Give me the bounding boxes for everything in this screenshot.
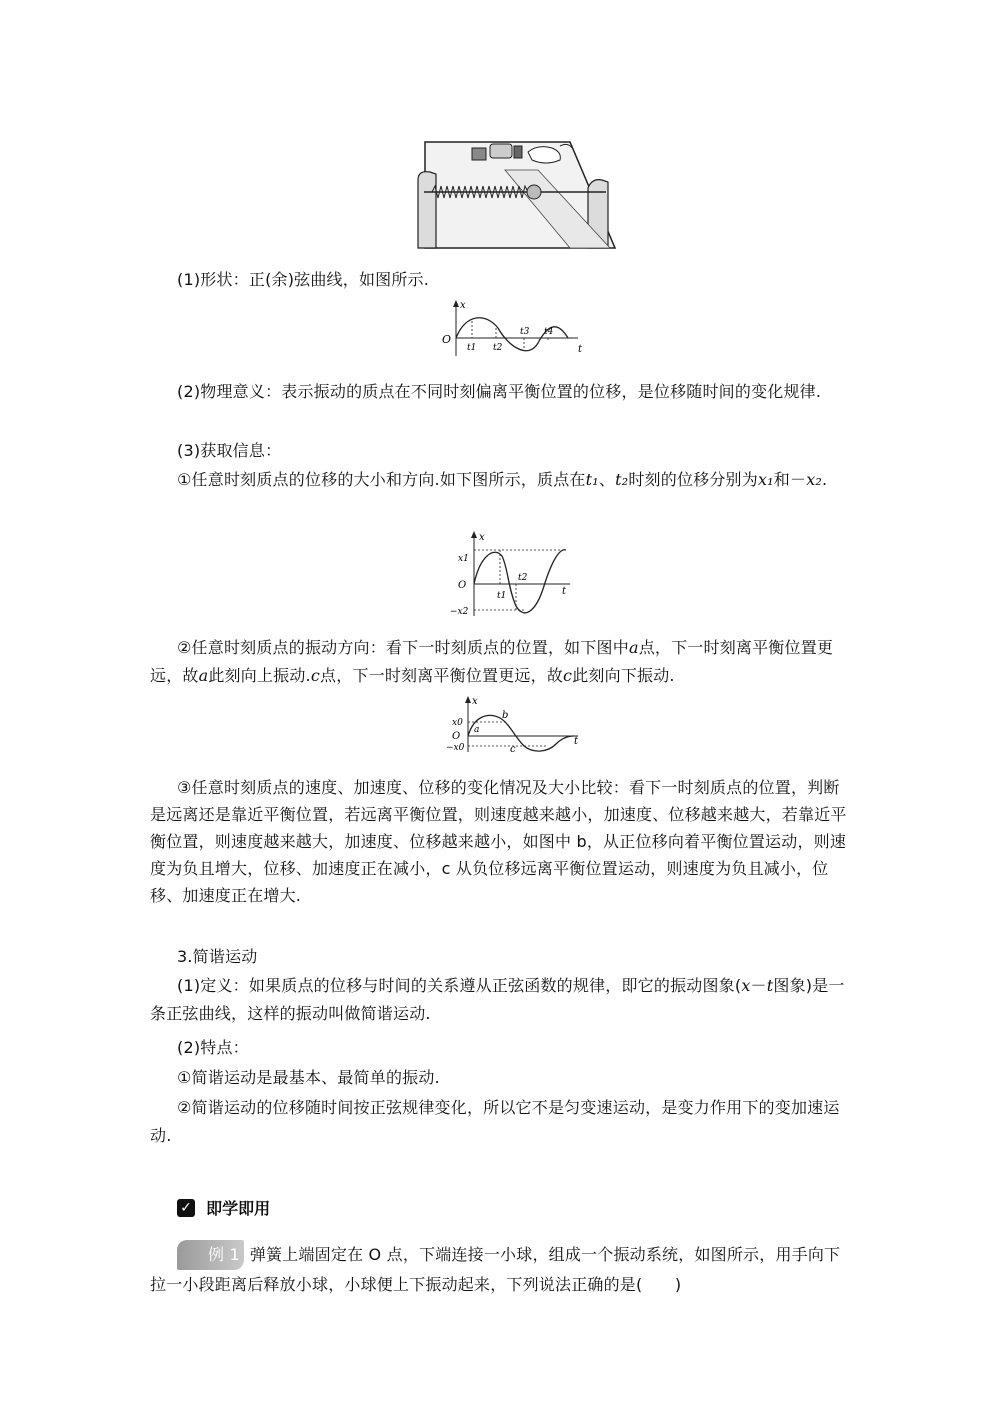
sine-figure-2 xyxy=(446,528,576,618)
para-info-2: ②任意时刻质点的振动方向：看下一时刻质点的位置，如下图中a点，下一时刻离平衡位置更远，故a此刻向上振动.c点，下一时刻离平衡位置更远，故c此刻向下振动. xyxy=(150,638,834,685)
para-meaning: (2)物理意义：表示振动的质点在不同时刻偏离平衡位置的位移，是位移随时间的变化规律. xyxy=(177,382,822,401)
fig3-x-label: x xyxy=(472,696,478,707)
fig1-t2: t2 xyxy=(493,343,503,353)
fig2-x-label: x xyxy=(479,532,485,543)
fig3-negx0: −x0 xyxy=(446,743,465,753)
fig3-t-label: t xyxy=(574,736,579,747)
practice-heading xyxy=(177,1196,270,1219)
fig2-x1: x1 xyxy=(458,554,469,564)
apparatus-figure xyxy=(410,140,620,250)
fig1-t-label: t xyxy=(578,344,583,355)
fig1-origin: O xyxy=(442,333,452,346)
fig2-t2: t2 xyxy=(518,573,528,583)
fig1-t1: t1 xyxy=(467,343,477,353)
fig2-t-label: t xyxy=(562,586,567,597)
para-info-3: ③任意时刻质点的速度、加速度、位移的变化情况及大小比较：看下一时刻质点的位置，判断是远离还是靠近平衡位置，若远离平衡位置，则速度越来越小，加速度、位移越来越大，若靠近平衡位置，则速度越来越大，加速度、位移越来越小，如图中 b，从正位移向着平衡位置运动，则速度为负且增大，位移、加速度正在减小，c 从负位移远离平衡位置运动，则速度为负且减小，位移、加速度正在增大. xyxy=(150,778,847,905)
section-3-title: 3.简谐运动 xyxy=(177,947,258,966)
fig3-x0: x0 xyxy=(452,718,463,728)
fig3-b: b xyxy=(502,710,509,721)
para-shape: (1)形状：正(余)弦曲线，如图所示. xyxy=(177,270,430,289)
example-badge: 例 1 xyxy=(177,1240,244,1270)
example-1: 例 1 弹簧上端固定在 O 点，下端连接一小球，组成一个振动系统，如图所示，用手向下拉一小段距离后释放小球，小球便上下振动起来，下列说法正确的是( ) xyxy=(150,1240,850,1300)
checkbox-icon: ✓ xyxy=(177,1199,195,1217)
sine-figure-1 xyxy=(438,298,588,360)
fig2-t1: t1 xyxy=(497,591,507,601)
fig3-c: c xyxy=(510,744,516,754)
fig3-a: a xyxy=(474,725,480,735)
features-title: (2)特点： xyxy=(177,1038,249,1057)
fig1-t3: t3 xyxy=(520,327,530,337)
fig1-t4: t4 xyxy=(544,327,554,337)
fig2-negx2: −x2 xyxy=(450,607,469,617)
sine-figure-3 xyxy=(444,694,584,754)
feature-1: ①简谐运动是最基本、最简单的振动. xyxy=(177,1068,440,1087)
fig2-origin: O xyxy=(458,580,467,591)
para-info-1: ①任意时刻质点的位移的大小和方向.如下图所示，质点在t₁、t₂时刻的位移分别为x₁和－x₂. xyxy=(177,470,828,489)
feature-2: ②简谐运动的位移随时间按正弦规律变化，所以它不是匀变速运动，是变力作用下的变加速运动. xyxy=(150,1098,840,1145)
fig3-origin: O xyxy=(452,731,461,742)
para-info: (3)获取信息： xyxy=(177,441,282,460)
practice-title: 即学即用 xyxy=(206,1199,271,1218)
para-definition: (1)定义：如果质点的位移与时间的关系遵从正弦函数的规律，即它的振动图象(x－t图象)是一条正弦曲线，这样的振动叫做简谐运动. xyxy=(150,976,845,1023)
fig1-x-label: x xyxy=(460,300,466,311)
